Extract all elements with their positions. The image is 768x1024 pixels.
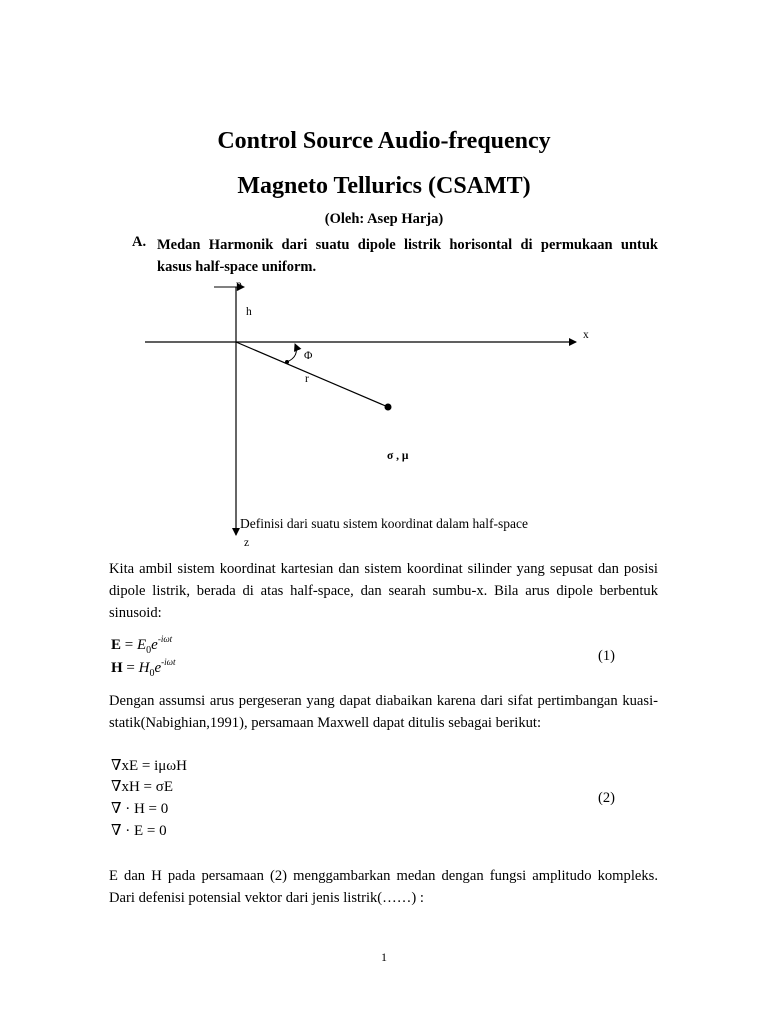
paragraph-1: Kita ambil sistem koordinat kartesian dan sistem koordinat silinder yang sepusat dan posisi dipole listrik, berada di atas half-space, dan searah sumbu-x. Bila arus dipole berbentuk sinusoid: (109, 561, 658, 621)
section-heading-line-1: Medan Harmonik dari suatu dipole listrik horisontal di permukaan untuk (157, 237, 658, 253)
title-line-1: Control Source Audio-frequency (217, 128, 551, 154)
diagram-caption: Definisi dari suatu sistem koordinat dalam half-space (240, 516, 528, 531)
label-phi: Φ (304, 350, 313, 362)
author-line: (Oleh: Asep Harja) (324, 211, 444, 227)
label-h: h (246, 306, 252, 318)
equation-2-line-2: ∇xH = σE (111, 779, 174, 795)
title-line-2: Magneto Tellurics (CSAMT) (237, 173, 531, 199)
label-p: p (236, 279, 242, 291)
equation-1-line-1: $E = E_0e^{-i\omega t}$ (111, 634, 173, 656)
label-z: z (244, 537, 250, 549)
label-r: r (305, 373, 309, 385)
equation-2-line-3: ∇ · H = 0 (111, 801, 169, 817)
observation-point (385, 404, 392, 411)
equation-1-line-2: $H = H_0e^{-i\omega t}$ (111, 657, 176, 679)
label-sigma-mu: σ , μ (387, 450, 409, 462)
section-heading-line-2: kasus half-space uniform. (157, 259, 317, 275)
paragraph-2: Dengan assumsi arus pergeseran yang dapat diabaikan karena dari sifat pertimbangan kuasi-statik(Nabighian,1991), persamaan Maxwell dapat ditulis sebagai berikut: (109, 693, 658, 731)
page-number: 1 (381, 950, 387, 964)
equation-2-number: (2) (598, 790, 615, 806)
label-x: x (583, 329, 589, 341)
equation-2-line-1: ∇xE = iμωH (111, 758, 188, 774)
equation-1-number: (1) (598, 648, 615, 664)
equation-2-line-4: ∇ · E = 0 (111, 823, 167, 839)
paragraph-3: E dan H pada persamaan (2) menggambarkan medan dengan fungsi amplitudo kompleks. Dari defenisi potensial vektor dari jenis listrik(……) : (109, 868, 658, 906)
phi-arc-start-dot (285, 360, 289, 364)
phi-angle-arc (287, 344, 296, 362)
section-marker: A. (132, 234, 147, 250)
